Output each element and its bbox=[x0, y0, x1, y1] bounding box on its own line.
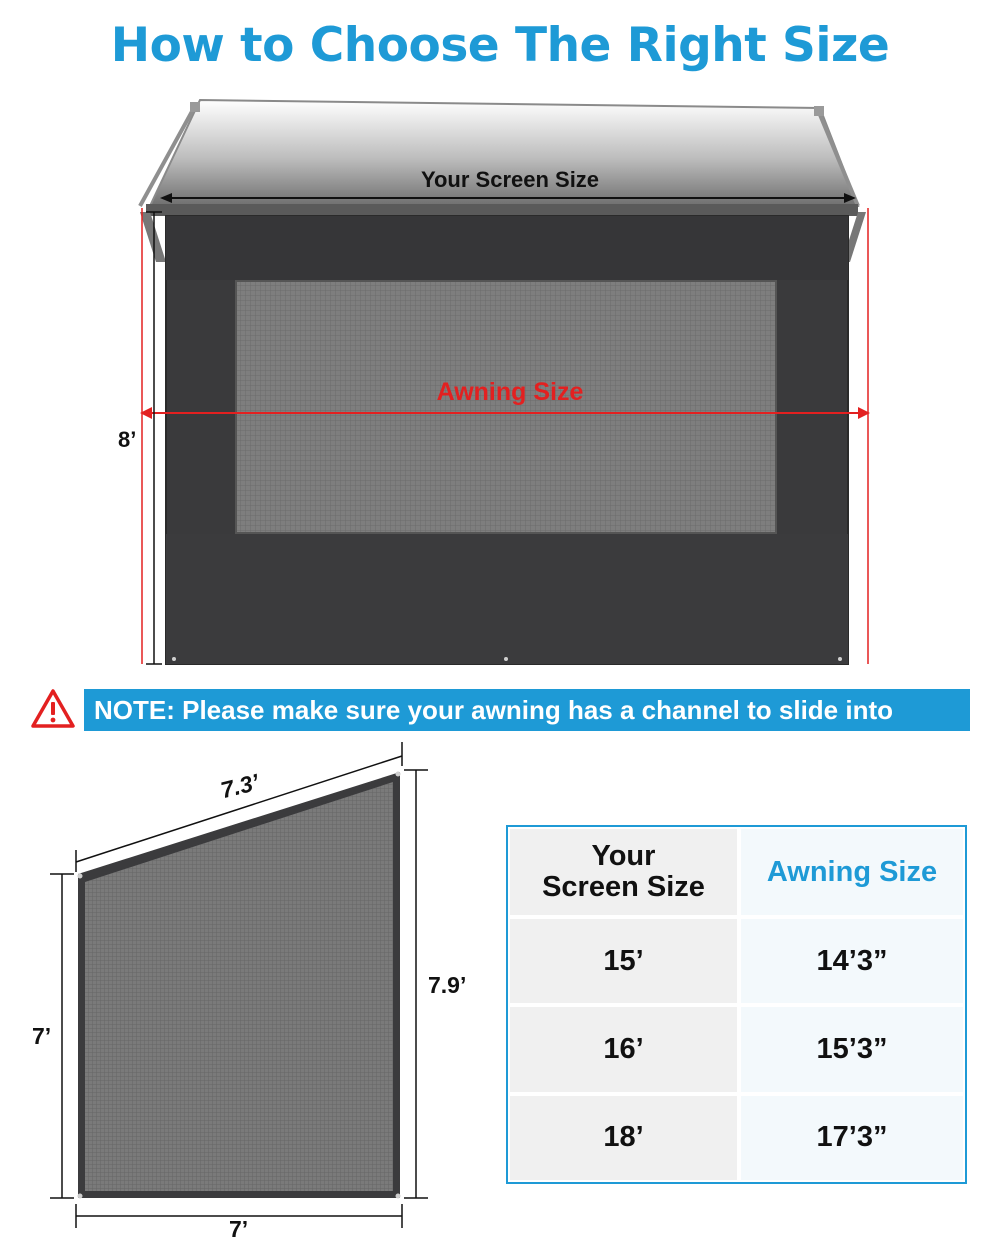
awning-size-label: Awning Size bbox=[436, 378, 584, 406]
table-cell-awning: 17’3” bbox=[741, 1096, 963, 1180]
table-cell-awning: 14’3” bbox=[741, 919, 963, 1003]
table-cell-screen: 18’ bbox=[510, 1096, 737, 1180]
dim-bottom-label: 7’ bbox=[229, 1216, 249, 1242]
table-header-screen bbox=[510, 829, 737, 915]
awning-roller-bar bbox=[146, 204, 858, 216]
table-cell-screen: 15’ bbox=[510, 919, 737, 1003]
mesh-window bbox=[236, 281, 776, 533]
note-banner: NOTE: Please make sure your awning has a channel to slide into bbox=[84, 689, 970, 731]
page-title: How to Choose The Right Size bbox=[110, 18, 890, 73]
warning-triangle-icon bbox=[30, 688, 76, 730]
screen-size-label: Your Screen Size bbox=[420, 167, 600, 192]
dim-left-label: 7’ bbox=[32, 1023, 52, 1049]
dim-top-label: 7.3’ bbox=[218, 768, 262, 804]
height-label: 8’ bbox=[118, 427, 137, 452]
size-table bbox=[506, 825, 967, 1184]
table-header-screen-label: Your Screen Size bbox=[542, 840, 705, 903]
table-cell-awning: 15’3” bbox=[741, 1007, 963, 1091]
table-cell-screen: 16’ bbox=[510, 1007, 737, 1091]
side-panel-diagram bbox=[0, 735, 500, 1250]
dim-right-label: 7.9’ bbox=[428, 972, 467, 998]
table-header-awning: Awning Size bbox=[741, 829, 963, 915]
